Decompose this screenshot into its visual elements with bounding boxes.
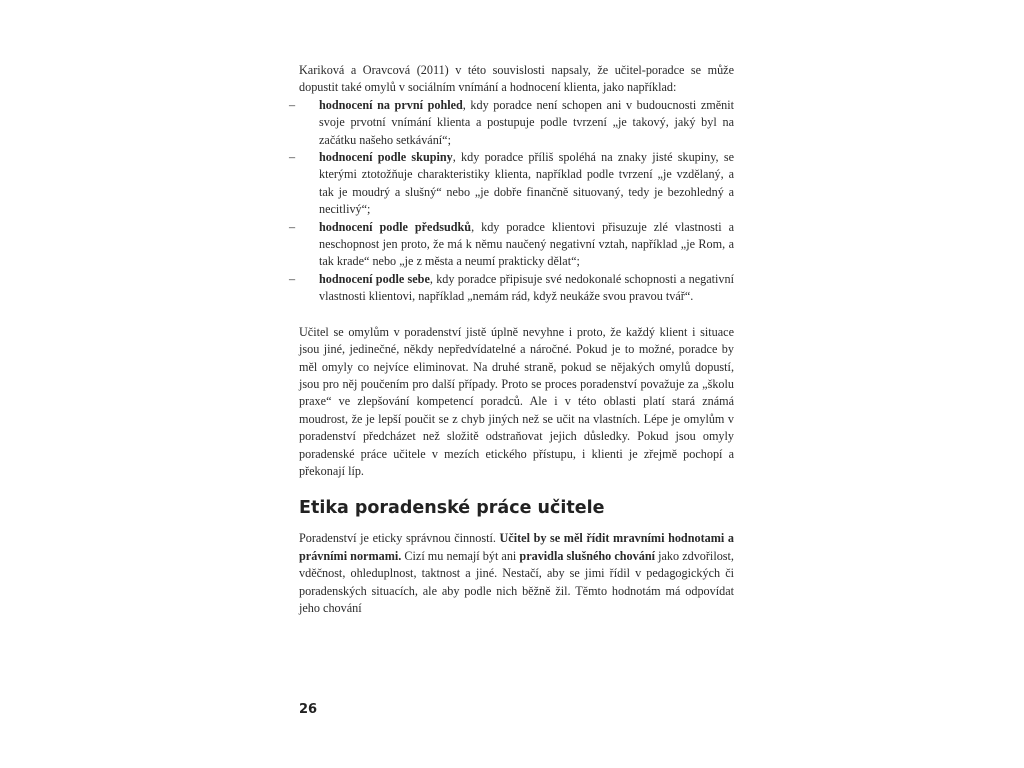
- list-item: [289, 97, 734, 149]
- body-paragraph: Učitel se omylům v poradenství jistě úplně nevyhne i proto, že každý klient i situace jsou jiné, jedinečné, někdy nepředvídatelné a náročné. Pokud je to možné, poradce by měl omyly co nejvíce eliminovat. Na druhé straně, pokud se nějakých omylů dopustí, jsou pro něj poučením pro další případy. Proto se proces poradenství považuje za „školu praxe“ ve zlepšování kompetencí poradců. Ale i v této oblasti platí stará známá moudrost, že je lepší poučit se z chyb jiných než se učit na vlastních. Lépe je omylům v poradenství předcházet než složitě odstraňovat jejich důsledky. Pokud jsou omyly poradenské práce učitele v mezích etického přístupu, i klienti je zřejmě pochopí a překonají líp.: [299, 324, 734, 478]
- list-item-term: hodnocení na první pohled: [319, 97, 463, 112]
- ethics-text: Poradenství je eticky správnou činností.: [299, 531, 500, 546]
- list-item: [289, 149, 734, 219]
- list-item: [289, 219, 734, 271]
- page-number: 26: [299, 702, 318, 717]
- ethics-text: Cizí mu nemají být ani: [401, 548, 520, 563]
- list-item-text: , kdy poradce klientovi přisuzuje zlé vlastnosti a neschopnost jen proto, že má k němu naučený negativní vztah, například „je Rom, a tak krade“ nebo „je z města a neumí prakticky dělat“;: [319, 219, 734, 269]
- list-item-text: , kdy poradce příliš spoléhá na znaky jisté skupiny, se kterými ztotožňuje charakteristiky klienta, například podle tvrzení „je vzdělaný, a tak je moudrý a slušný“ nebo „je dobře finančně situovaný, tedy je bezohledný a necitlivý“;: [319, 150, 734, 217]
- error-types-list: [289, 97, 734, 306]
- list-item: [289, 271, 734, 306]
- list-item-text: , kdy poradce není schopen ani v budoucnosti změnit svoje prvotní vnímání klienta a postupuje podle tvrzení „je takový, jaký byl na začátku našeho setkávání“;: [319, 97, 734, 147]
- ethics-paragraph: [289, 530, 734, 617]
- ethics-emphasis: Učitel by se měl řídit mravními hodnotami a právními normami.: [299, 531, 734, 563]
- list-item-term: hodnocení podle sebe: [319, 271, 430, 286]
- ethics-text: jako zdvořilost, vděčnost, ohleduplnost, taktnost a jiné. Nestačí, aby se jimi řídil v pedagogických či poradenských situacích, ale aby podle nich běžně žil. Těmto hodnotám má odpovídat jeho chování: [299, 548, 734, 615]
- book-page: [259, 0, 766, 768]
- list-item-term: hodnocení podle předsudků: [319, 219, 472, 234]
- intro-paragraph: Kariková a Oravcová (2011) v této souvislosti napsaly, že učitel-poradce se může dopustit také omylů v sociálním vnímání a hodnocení klienta, jako například:: [299, 63, 734, 95]
- ethics-emphasis: pravidla slušného chování: [519, 548, 655, 563]
- section-heading: Etika poradenské práce učitele: [299, 498, 605, 519]
- list-item-text: , kdy poradce připisuje své nedokonalé schopnosti a negativní vlastnosti klientovi, například „nemám rád, když neukáže svou pravou tvář“.: [319, 271, 734, 304]
- page-content: [289, 62, 734, 617]
- list-item-term: hodnocení podle skupiny: [319, 150, 453, 165]
